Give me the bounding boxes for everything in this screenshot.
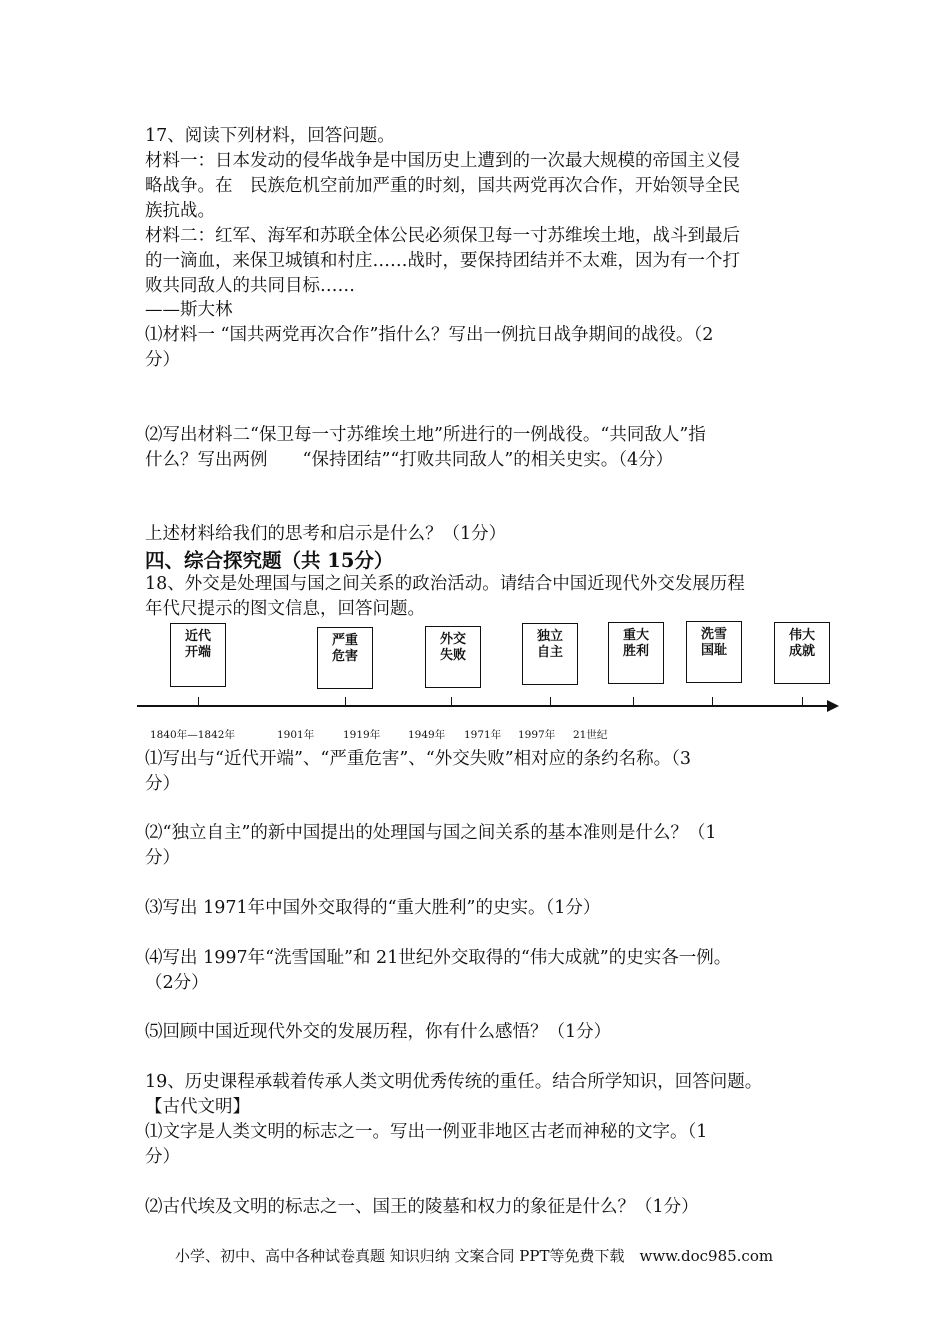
q18-part4-line2: （2分） (145, 973, 209, 993)
timeline-tick (633, 697, 634, 705)
q19-part1-line1: ⑴文字是人类文明的标志之一。写出一例亚非地区古老而神秘的文字。（1 (145, 1122, 708, 1142)
q19-part2: ⑵古代埃及文明的标志之一、国王的陵墓和权力的象征是什么？（1分） (145, 1197, 699, 1217)
footer-watermark-text: 小学、初中、高中各种试卷真题 知识归纳 文案合同 PPT等免费下载 www.doc985.com (175, 1247, 774, 1265)
q18-part2-line2: 分） (145, 848, 180, 868)
q17-part1-line1: ⑴材料一 “国共两党再次合作”指什么？写出一例抗日战争期间的战役。（2 (145, 325, 714, 345)
section4-heading: 四、综合探究题（共 15分） (145, 549, 394, 572)
q17-title: 17、阅读下列材料，回答问题。 (145, 126, 395, 146)
q17-part3: 上述材料给我们的思考和启示是什么？（1分） (145, 524, 507, 544)
q17-material2-line3: 败共同敌人的共同目标…… (145, 276, 355, 296)
q17-material2-line1: 材料二：红军、海军和苏联全体公民必须保卫每一寸苏维埃土地，战斗到最后 (145, 226, 740, 246)
q18-intro-line2: 年代尺提示的图文信息，回答问题。 (145, 599, 425, 619)
q18-part3: ⑶写出 1971年中国外交取得的“重大胜利”的史实。（1分） (145, 898, 601, 918)
timeline-tick (712, 697, 713, 705)
timeline-box-7-label: 伟大 成就 (788, 628, 815, 659)
q17-part2-line2: 什么？写出两例 “保持团结”“打败共同敌人”的相关史实。（4分） (145, 450, 674, 470)
timeline-box-5-label: 重大 胜利 (622, 628, 649, 659)
timeline-box-3-label: 外交 失败 (439, 632, 466, 663)
timeline-axis (137, 705, 829, 707)
timeline-tick (451, 697, 452, 705)
q19-part1-line2: 分） (145, 1147, 180, 1167)
q17-part1-line2: 分） (145, 350, 180, 370)
q17-material2-author: ——斯大林 (145, 300, 233, 320)
timeline-tick (198, 697, 199, 705)
q19-intro: 19、历史课程承载着传承人类文明优秀传统的重任。结合所学知识，回答问题。 (145, 1072, 763, 1092)
q17-part2-line1: ⑵写出材料二“保卫每一寸苏维埃土地”所进行的一例战役。“共同敌人”指 (145, 425, 706, 445)
timeline-year: 1901年 (277, 729, 315, 741)
q17-material2-line2: 的一滴血，来保卫城镇和村庄……战时，要保持团结并不太难，因为有一个打 (145, 251, 740, 271)
timeline-tick (345, 697, 346, 705)
q17-material1-line3: 族抗战。 (145, 201, 215, 221)
timeline-box-4-label: 独立 自主 (536, 629, 563, 660)
q17-material1-line2: 略战争。在 民族危机空前加严重的时刻，国共两党再次合作，开始领导全民 (145, 176, 740, 196)
timeline-year: 1971年 (464, 729, 502, 741)
q18-part1-line2: 分） (145, 774, 180, 794)
q18-part2-line1: ⑵“独立自主”的新中国提出的处理国与国之间关系的基本准则是什么？（1 (145, 823, 717, 843)
timeline-year: 21世纪 (573, 729, 608, 741)
timeline-tick (802, 697, 803, 705)
timeline-box-2-label: 严重 危害 (331, 633, 358, 664)
timeline-box-1-label: 近代 开端 (184, 629, 211, 660)
q18-part4-line1: ⑷写出 1997年“洗雪国耻”和 21世纪外交取得的“伟大成就”的史实各一例。 (145, 948, 732, 968)
q19-subheading: 【古代文明】 (145, 1097, 250, 1117)
timeline-year: 1997年 (518, 729, 556, 741)
timeline-year: 1949年 (408, 729, 446, 741)
timeline-year: 1919年 (343, 729, 381, 741)
q18-part1-line1: ⑴写出与“近代开端”、“严重危害”、“外交失败”相对应的条约名称。（3 (145, 749, 692, 769)
q18-part5: ⑸回顾中国近现代外交的发展历程，你有什么感悟？（1分） (145, 1022, 612, 1042)
timeline-box-6-label: 洗雪 国耻 (700, 627, 727, 658)
timeline-arrow-icon (827, 700, 839, 712)
timeline-tick (550, 697, 551, 705)
q18-intro-line1: 18、外交是处理国与国之间关系的政治活动。请结合中国近现代外交发展历程 (145, 574, 745, 594)
timeline-year: 1840年—1842年 (150, 729, 235, 741)
q17-material1-line1: 材料一：日本发动的侵华战争是中国历史上遭到的一次最大规模的帝国主义侵 (145, 151, 740, 171)
